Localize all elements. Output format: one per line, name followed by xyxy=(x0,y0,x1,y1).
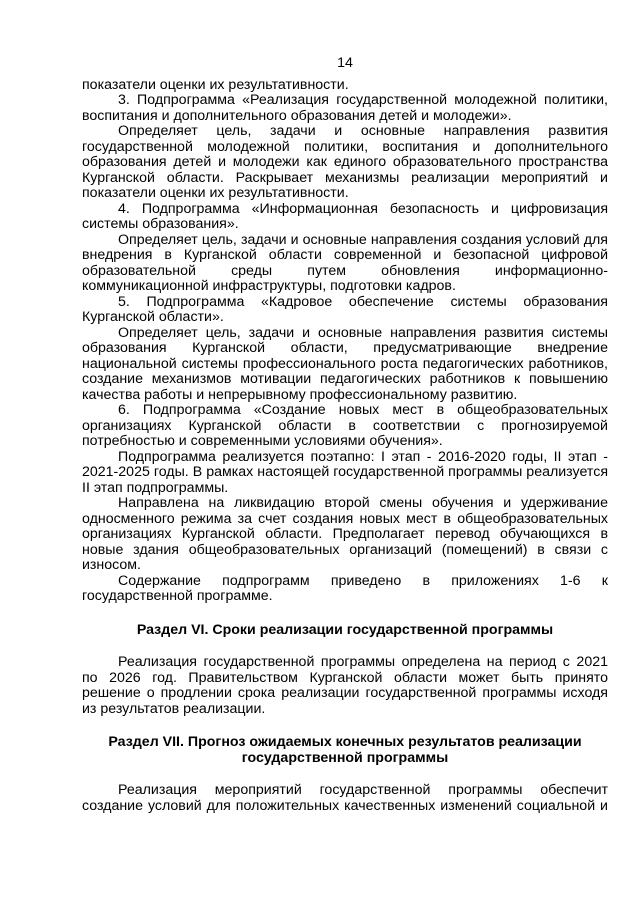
page-number: 14 xyxy=(337,55,353,71)
subprogram-5-title: 5. Подпрограмма «Кадровое обеспечение системы образования Курганской области». xyxy=(82,293,608,325)
subprogram-3-title: 3. Подпрограмма «Реализация государственной молодежной политики, воспитания и дополнительного образования детей и молодежи». xyxy=(82,92,608,124)
subprogram-6-description: Направлена на ликвидацию второй смены обучения и удерживание односменного режима за счет создания новых мест в общеобразовательных организациях Курганской области. Предполагает перевод обучающихся в новые здания общеобразовательных организаций (помещений) в связи с износом. xyxy=(82,495,608,573)
subprogram-4-description: Определяет цель, задачи и основные направления создания условий для внедрения в Курганской области современной и безопасной цифровой образовательной среды путем обновления информационно-коммуникационной инфраструктуры, подготовки кадров. xyxy=(82,231,608,294)
subprogram-5-description: Определяет цель, задачи и основные направления развития системы образования Курганской области, предусматривающие внедрение национальной системы профессионального роста педагогических работников, создание механизмов мотивации педагогических работников к повышению качества работы и непрерывному профессиональному развитию. xyxy=(82,324,608,403)
subprograms-content-note: Содержание подпрограмм приведено в приложениях 1-6 к государственной программе. xyxy=(82,572,608,604)
subprogram-4-title: 4. Подпрограмма «Информационная безопасность и цифровизация системы образования». xyxy=(82,200,608,232)
section-6-heading: Раздел VI. Сроки реализации государственной программы xyxy=(136,621,554,638)
subprogram-6-stages: Подпрограмма реализуется поэтапно: I этап - 2016-2020 годы, II этап - 2021-2025 годы. В рамках настоящей государственной программы реализуется II этап подпрограммы. xyxy=(82,448,608,496)
section-6-text: Реализация государственной программы определена на период с 2021 по 2026 год. Правительством Курганской области может быть принято решение о продлении срока реализации государственной программы исходя из результатов реализации. xyxy=(82,654,608,717)
section-7-text: Реализация мероприятий государственной программы обеспечит создание условий для положительных качественных изменений социальной и xyxy=(82,782,608,814)
section-7-heading-line1: Раздел VII. Прогноз ожидаемых конечных результатов реализации xyxy=(108,734,582,750)
subprogram-6-title: 6. Подпрограмма «Создание новых мест в общеобразовательных организациях Курганской области в соответствии с прогнозируемой потребностью и современными условиями обучения». xyxy=(82,402,608,449)
section-7-heading xyxy=(82,735,608,766)
paragraph-continuation: показатели оценки их результативности. xyxy=(82,76,349,93)
subprogram-3-description: Определяет цель, задачи и основные направления развития государственной молодежной политики, воспитания и дополнительного образования детей и молодежи как единого образовательного пространства Курганской области. Раскрывает механизмы реализации мероприятий и показатели оценки их результативности. xyxy=(82,123,608,201)
section-7-heading-line2: государственной программы xyxy=(241,749,449,766)
